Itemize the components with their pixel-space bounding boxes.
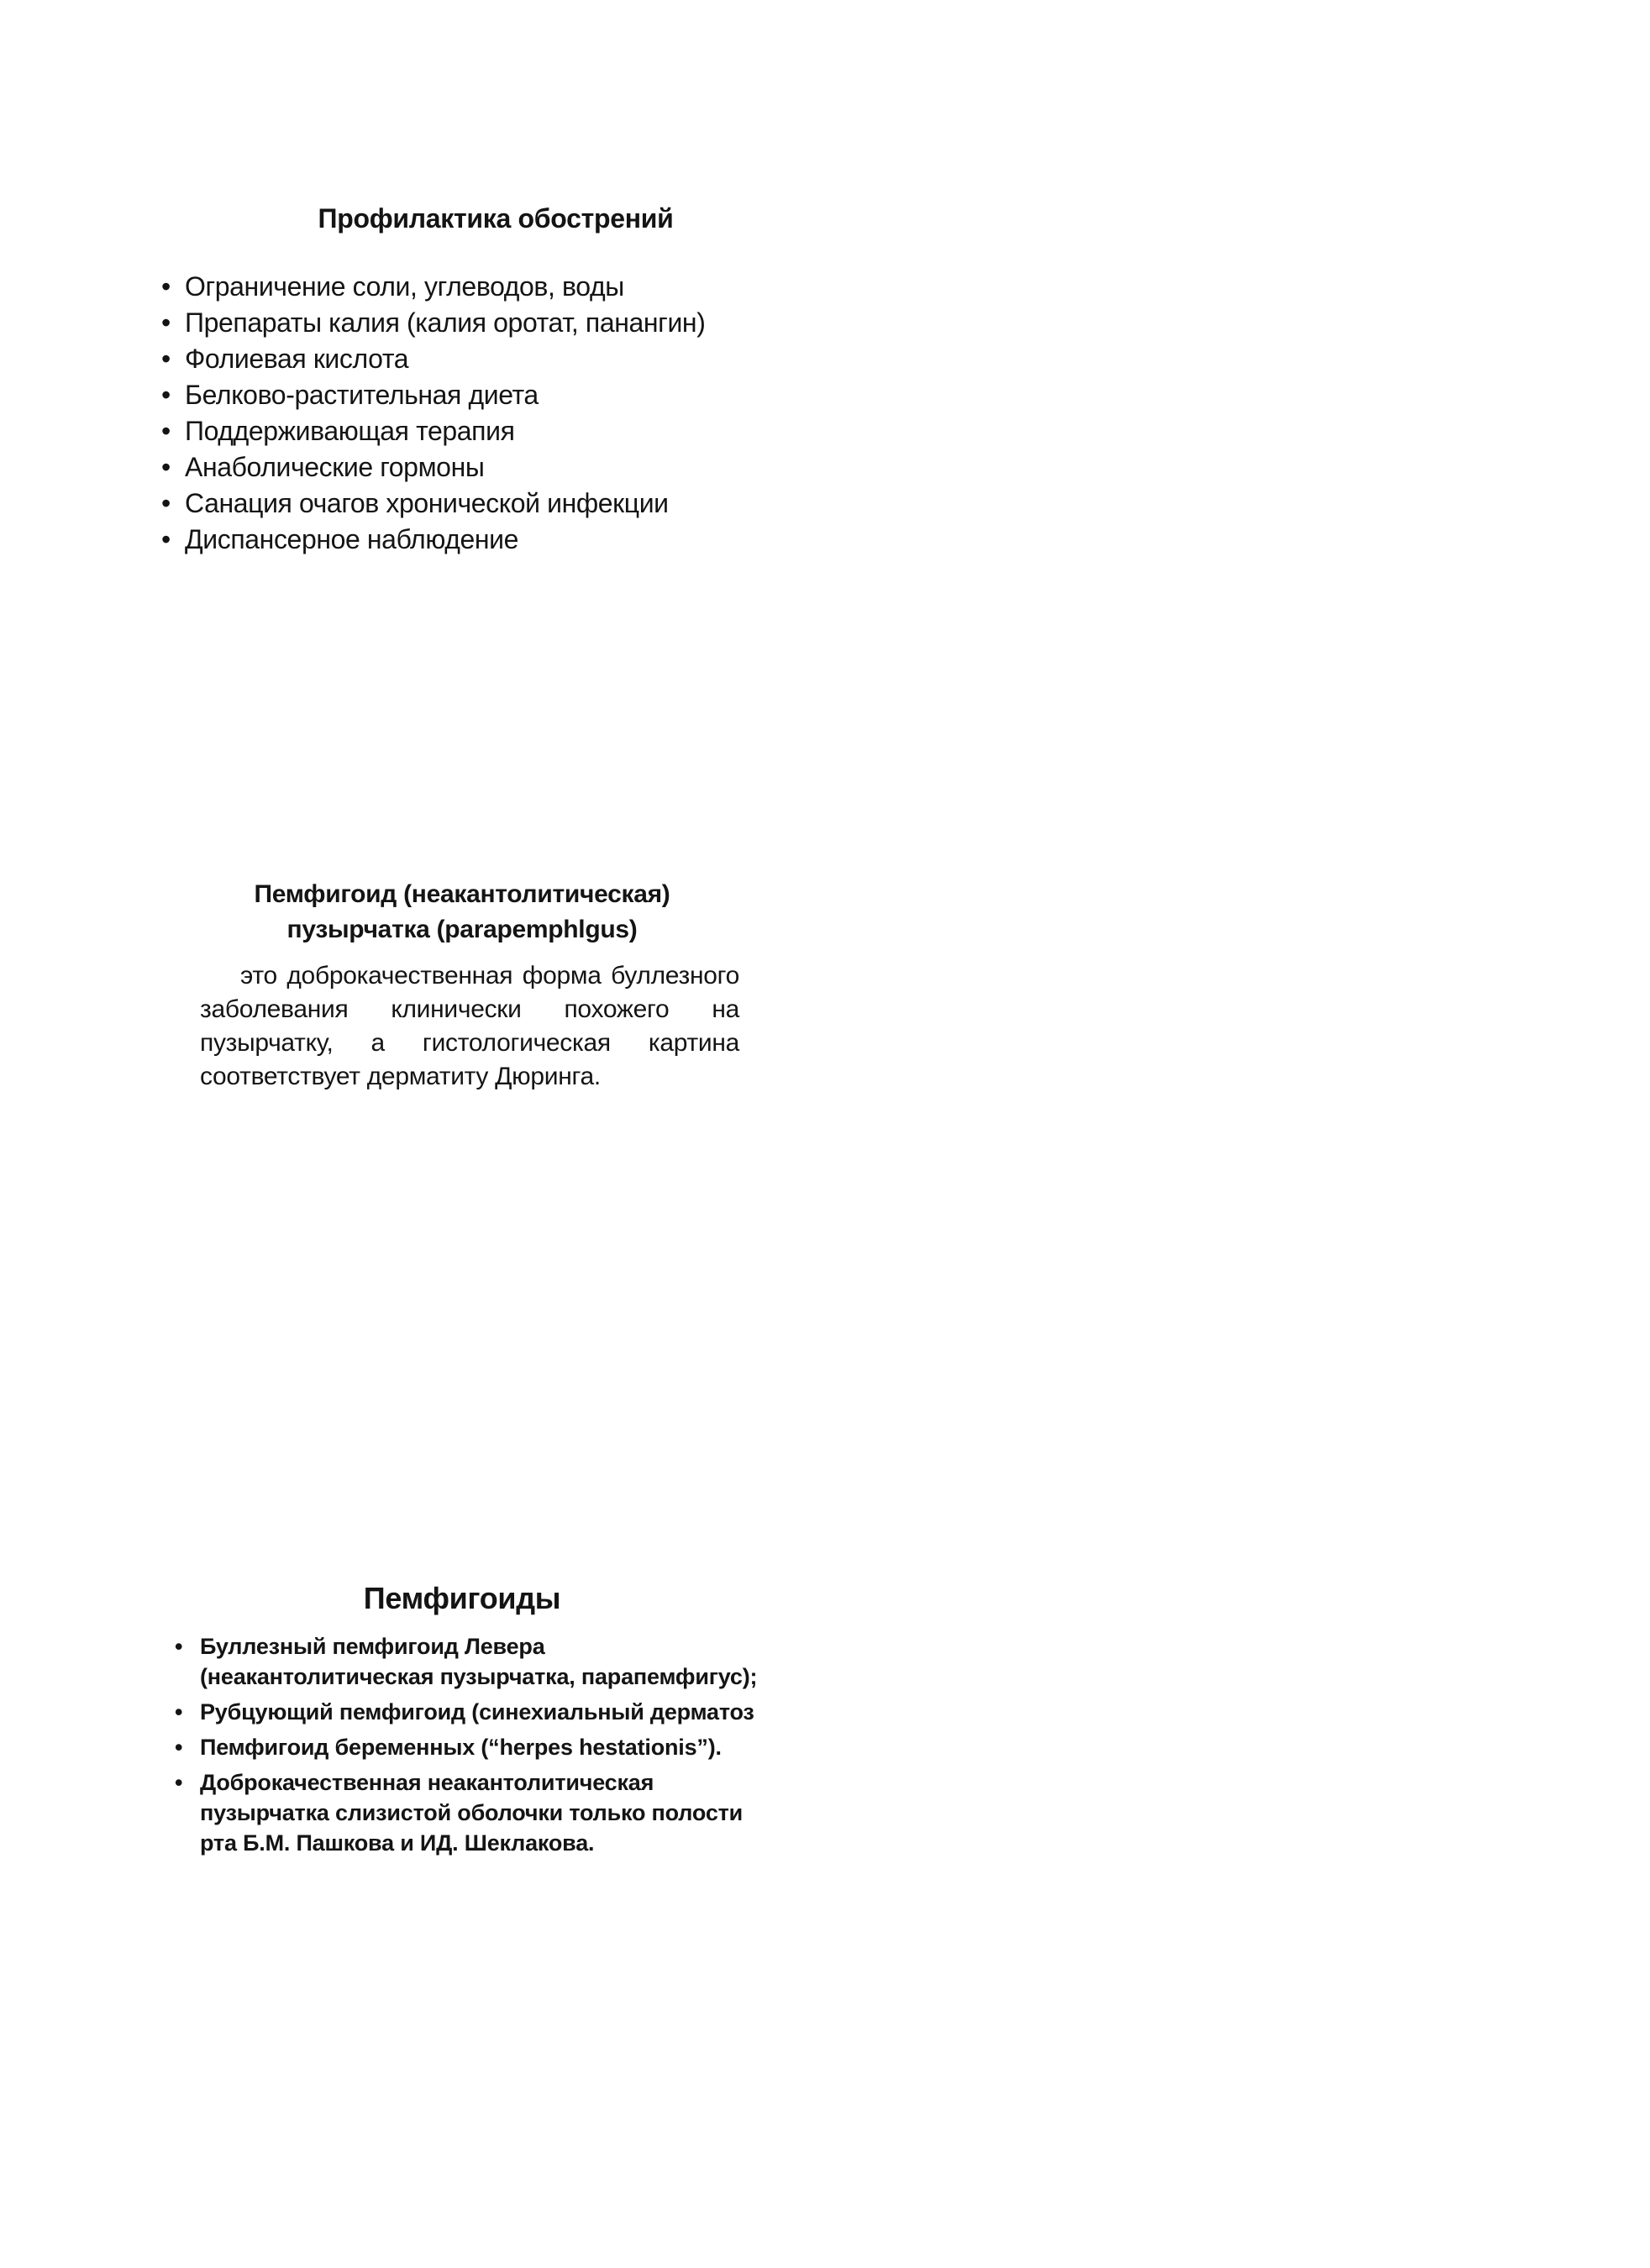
bullet: • (175, 1770, 183, 1795)
title-line: Пемфигоид (неакантолитическая) (254, 880, 670, 908)
bullet: • (175, 1735, 183, 1760)
list-item-text: Буллезный пемфигоид Левера (неакантолитическая пузырчатка, парапемфигус); (200, 1634, 758, 1689)
section-title-prevention: Профилактика обострений (318, 203, 674, 234)
list-item (161, 305, 917, 341)
list-item (161, 522, 917, 558)
list-item (161, 449, 917, 486)
list-item-text: Препараты калия (калия оротат, панангин) (185, 307, 706, 338)
list-item-text: Диспансерное наблюдение (185, 524, 519, 554)
bullet: • (161, 524, 171, 554)
list-item (175, 1631, 763, 1692)
section-title-pemphigoid (193, 877, 731, 948)
list-item (161, 377, 917, 413)
bullet: • (161, 307, 171, 338)
definition-paragraph: это доброкачественная форма буллезного заболевания клинически похожего на пузырчатку, а гистологическая картина соответствует дерматиту Дюринга. (200, 962, 739, 1090)
list-item-text: Ограничение соли, углеводов, воды (185, 271, 624, 302)
list-item (175, 1732, 763, 1762)
list-item-text: Поддерживающая терапия (185, 416, 515, 446)
bullet: • (161, 452, 171, 482)
pemphigoids-list (175, 1631, 763, 1863)
prevention-list (161, 269, 917, 558)
bullet: • (161, 380, 171, 410)
bullet: • (175, 1634, 183, 1659)
list-item-text: Пемфигоид беременных (“herpes hestationis”). (200, 1735, 722, 1760)
bullet: • (161, 344, 171, 374)
section-title-pemphigoids: Пемфигоиды (363, 1581, 561, 1615)
list-item-text: Анаболические гормоны (185, 452, 485, 482)
bullet: • (161, 416, 171, 446)
bullet: • (175, 1699, 183, 1725)
bullet: • (161, 271, 171, 302)
title-line: пузырчатка (parapemphlgus) (286, 916, 638, 943)
list-item (175, 1767, 763, 1858)
list-item-text: Фолиевая кислота (185, 344, 409, 374)
list-item (175, 1697, 763, 1727)
list-item (161, 269, 917, 305)
list-item-text: Санация очагов хронической инфекции (185, 488, 669, 518)
bullet: • (161, 488, 171, 518)
list-item-text: Доброкачественная неакантолитическая пузырчатка слизистой оболочки только полости рта Б.М. Пашкова и ИД. Шеклакова. (200, 1770, 744, 1856)
list-item (161, 413, 917, 449)
list-item-text: Белково-растительная диета (185, 380, 539, 410)
list-item (161, 341, 917, 377)
list-item (161, 486, 917, 522)
list-item-text: Рубцующий пемфигоид (синехиальный дерматоз (200, 1699, 754, 1725)
